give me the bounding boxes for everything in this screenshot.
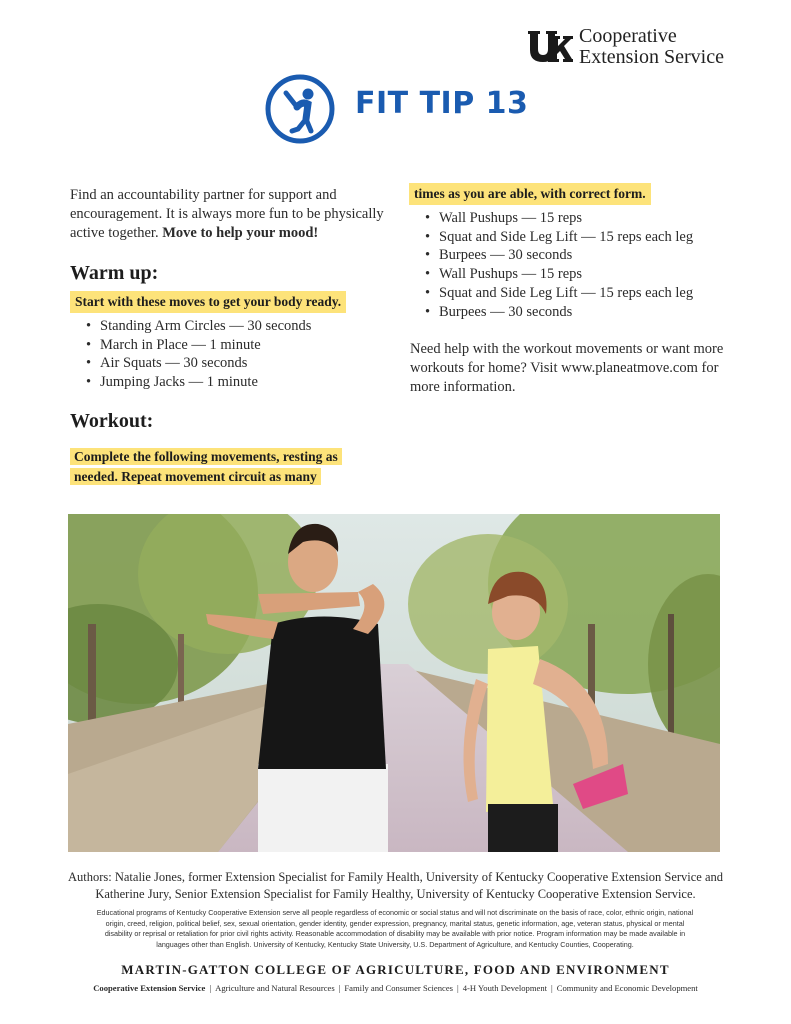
unit-item: Community and Economic Development — [556, 983, 698, 993]
unit-item: Agriculture and Natural Resources — [215, 983, 335, 993]
org-name-line2: Extension Service — [579, 46, 724, 68]
authors-line2: Katherine Jury, Senior Extension Specialist for Family Healthy, University of Kentucky Cooperative Extension Service. — [95, 887, 696, 901]
help-paragraph: Need help with the workout movements or want more workouts for home? Visit www.planeatmove.com for more information. — [410, 341, 724, 395]
list-item: • Wall Pushups — 15 reps — [425, 209, 745, 228]
warmup-list — [86, 317, 386, 392]
list-item: • Burpees — 30 seconds — [425, 303, 745, 322]
unit-item: Family and Consumer Sciences — [344, 983, 454, 993]
separator: | — [338, 983, 341, 993]
separator: | — [551, 983, 553, 993]
stretching-person-icon — [264, 73, 336, 145]
authors-line1: Authors: Natalie Jones, former Extension Specialist for Family Health, University of Kentucky Cooperative Extension Service and — [67, 870, 724, 884]
list-item: • Squat and Side Leg Lift — 15 reps each leg — [425, 284, 745, 303]
nondiscrimination-disclaimer: Educational programs of Kentucky Cooperative Extension serve all people regardless of economic or social status and will not discriminate on the basis of race, color, ethnic origin, national origin, creed, religion, political belief, sex, sexual orientation, gender identity, gender expression, pregnancy, marital status, genetic information, age, veteran status, physical or mental disability or reprisal or retaliation for prior civil rights activity. Reasonable accommodation of disability may be available with prior notice. Program information may be made available in languages other than English. University of Kentucky, Kentucky State University, U.S. Department of Agriculture, and Kentucky Counties, Cooperating. — [96, 908, 694, 949]
workout-heading: Workout: — [70, 410, 154, 432]
uk-extension-logo — [527, 26, 747, 70]
intro-emphasis: Move to help your mood! — [162, 225, 319, 241]
org-name — [579, 26, 724, 68]
college-name: MARTIN-GATTON COLLEGE OF AGRICULTURE, FOOD AND ENVIRONMENT — [121, 962, 670, 977]
warmup-instruction: Start with these moves to get your body ready. — [70, 291, 346, 313]
extension-units — [40, 983, 751, 993]
list-item: • Standing Arm Circles — 30 seconds — [86, 317, 386, 336]
unit-item: 4-H Youth Development — [462, 983, 548, 993]
warmup-heading: Warm up: — [70, 262, 159, 284]
list-item: • Jumping Jacks — 1 minute — [86, 373, 386, 392]
intro-paragraph — [70, 186, 390, 243]
uk-logo-icon — [527, 28, 573, 66]
intro-text: Find an accountability partner for support and encouragement. It is always more fun to be physically active together. — [70, 187, 384, 241]
separator: | — [457, 983, 459, 993]
list-item: • Squat and Side Leg Lift — 15 reps each leg — [425, 228, 745, 247]
separator: | — [209, 983, 212, 993]
list-item: • March in Place — 1 minute — [86, 336, 386, 355]
workout-list — [425, 209, 745, 321]
list-item: • Wall Pushups — 15 reps — [425, 265, 745, 284]
unit-item: Cooperative Extension Service — [93, 983, 206, 993]
org-name-line1: Cooperative — [579, 25, 677, 47]
list-item: • Burpees — 30 seconds — [425, 246, 745, 265]
stretching-couple-photo — [68, 514, 720, 852]
workout-instruction-continued: times as you are able, with correct form. — [409, 183, 651, 205]
page-title: FIT TIP 13 — [355, 86, 529, 121]
authors-credit — [60, 869, 731, 903]
workout-instruction-part1: Complete the following movements, resting as needed. Repeat movement circuit as many — [70, 448, 342, 485]
workout-instruction — [70, 447, 344, 487]
list-item: • Air Squats — 30 seconds — [86, 354, 386, 373]
